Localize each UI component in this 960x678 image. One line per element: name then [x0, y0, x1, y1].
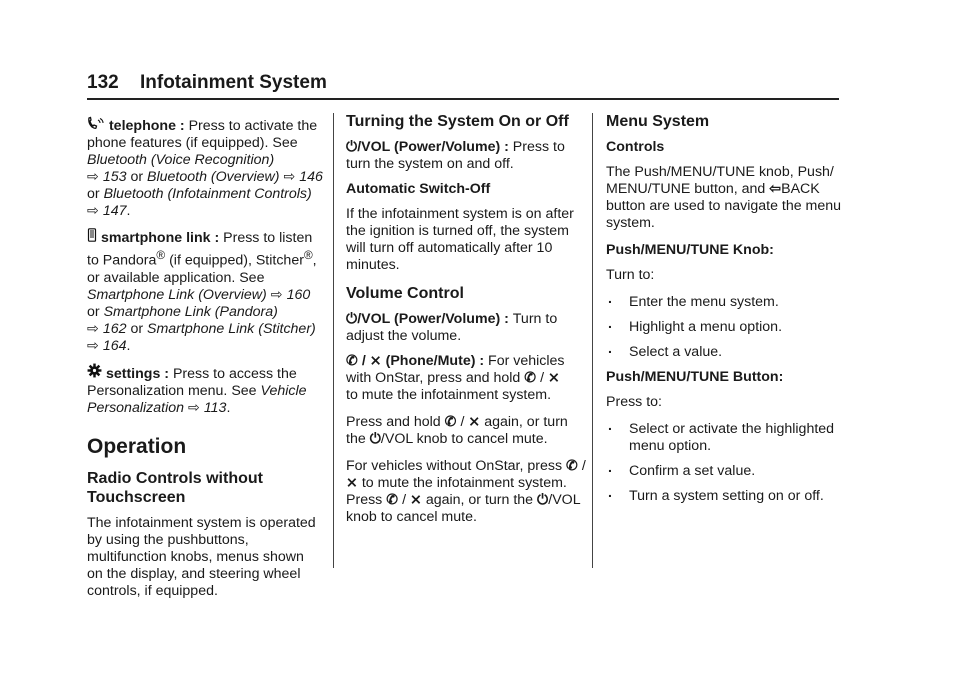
ref-page-153[interactable]: 153 — [102, 169, 127, 185]
power-icon: ⏻ — [537, 492, 549, 508]
ref-bt-voice[interactable]: Bluetooth (Voice Recognition) — [87, 152, 275, 168]
smartphone-entry — [87, 228, 323, 355]
smartphone-text: , or available application. See — [87, 252, 317, 286]
button-item: . Select or activate the highlighted menu option. — [606, 421, 842, 455]
smartphone-text: Press to listen to Pandora — [87, 230, 313, 269]
phone-icon: ✆ — [346, 353, 358, 369]
phone-mute-term: (Phone/Mute) : — [385, 353, 489, 369]
page-ref-arrow-icon: ⇨ — [187, 399, 200, 416]
phone-icon: ✆ — [444, 414, 457, 430]
back-arrow-icon: ⇦ — [769, 181, 782, 197]
telephone-text: Press to activate the phone features (if equipped). See — [87, 118, 318, 151]
menu-system-heading: Menu System — [606, 113, 710, 130]
telephone-term: telephone : — [108, 118, 189, 134]
column-divider-1 — [333, 113, 334, 568]
mute-icon: ⨯ — [409, 492, 422, 508]
button-item: . Confirm a set value. — [606, 463, 842, 480]
cancel-mute-text: /VOL knob to cancel mute. — [380, 431, 548, 447]
ref-smartphone-stitcher[interactable]: Smartphone Link (Stitcher) — [147, 320, 316, 337]
gear-icon — [87, 363, 102, 383]
knob-item: . Highlight a menu option. — [606, 319, 842, 336]
ref-page-162[interactable]: 162 — [102, 320, 127, 337]
without-onstar-text: For vehicles without OnStar, press — [346, 458, 563, 474]
slash: / — [402, 492, 407, 508]
mute-icon: ⨯ — [346, 475, 358, 491]
ref-page-113[interactable]: 113 — [203, 399, 227, 416]
press-hold-text: Press and hold — [346, 414, 441, 430]
ref-page-160[interactable]: 160 — [286, 286, 311, 303]
volume-entry — [346, 311, 586, 345]
phone-mute-text: For vehicles with OnStar, press and hold — [346, 353, 565, 386]
phone-icon: ✆ — [524, 370, 537, 386]
column-1 — [87, 116, 323, 608]
page-number: 132 — [87, 72, 119, 93]
ref-vehicle-personalization[interactable]: Vehicle Personalization — [87, 382, 307, 416]
page-ref-arrow-icon: ⇨ — [87, 320, 99, 337]
phone-mute-entry — [346, 353, 586, 404]
power-icon: ⏻ — [369, 431, 381, 447]
or-text: or — [87, 303, 104, 320]
smartphone-text: (if equipped), Stitcher — [165, 252, 304, 269]
ref-page-164[interactable]: 164 — [102, 337, 127, 354]
turning-heading: Turning the System On or Off — [346, 113, 569, 130]
button-heading: Push/MENU/TUNE Button: — [606, 369, 784, 385]
power-icon: ⏻ — [346, 139, 358, 155]
page-ref-arrow-icon: ⇨ — [270, 286, 283, 303]
power-text: Press to turn the system on and off. — [346, 139, 565, 172]
ref-smartphone-overview[interactable]: Smartphone Link (Overview) — [87, 286, 267, 303]
page-header — [87, 72, 327, 94]
telephone-icon — [87, 116, 105, 135]
smartphone-term: smartphone link : — [100, 230, 224, 246]
mute-icon: ⨯ — [369, 353, 382, 369]
controls-text-part: button are used to navigate the menu system. — [606, 198, 842, 231]
section-title: Infotainment System — [139, 72, 327, 93]
phone-mute-text: to mute the infotainment system. — [346, 387, 552, 403]
back-label: BACK — [781, 181, 820, 197]
slash: / — [460, 414, 465, 430]
operation-heading: Operation — [87, 434, 187, 458]
controls-text — [606, 164, 842, 232]
ref-bt-controls[interactable]: Bluetooth (Infotainment Controls) — [103, 186, 312, 202]
column-3 — [606, 113, 842, 513]
settings-entry — [87, 363, 323, 417]
header-rule — [87, 98, 839, 100]
slash: / — [361, 353, 366, 369]
settings-term: settings : — [105, 365, 173, 382]
phone-icon: ✆ — [386, 492, 399, 508]
column-divider-2 — [592, 113, 593, 568]
auto-switch-off-heading: Automatic Switch-Off — [346, 181, 491, 197]
knob-heading: Push/MENU/TUNE Knob: — [606, 242, 774, 258]
ref-page-147[interactable]: 147 — [102, 203, 127, 219]
again-turn-text: again, or turn the — [346, 414, 568, 447]
again-turn-text: again, or turn the — [425, 492, 534, 508]
controls-text-part: The Push/MENU/TUNE knob, Push/ MENU/TUNE button, and — [606, 164, 834, 197]
telephone-entry — [87, 116, 323, 220]
knob-item: . Enter the menu system. — [606, 294, 842, 311]
registered-mark: ® — [156, 248, 166, 262]
auto-switch-off-text: If the infotainment system is on after the ignition is turned off, the system will turn off automatically after 10 minutes. — [346, 206, 574, 273]
period: . — [126, 203, 131, 219]
phone-icon: ✆ — [566, 458, 578, 474]
power-term: /VOL (Power/Volume) : — [357, 139, 513, 155]
ref-smartphone-pandora[interactable]: Smartphone Link (Pandora) — [103, 303, 278, 320]
without-onstar-entry — [346, 458, 586, 526]
to-mute-text: to mute the infotainment system. Press — [346, 475, 567, 508]
column-2 — [346, 113, 586, 534]
cancel-mute-text: /VOL knob to cancel mute. — [346, 492, 581, 525]
or-text: or — [126, 320, 148, 337]
button-item: . Turn a system setting on or off. — [606, 488, 842, 505]
page-ref-arrow-icon: ⇨ — [87, 169, 99, 185]
period: . — [126, 337, 131, 354]
page-ref-arrow-icon: ⇨ — [87, 203, 99, 219]
knob-item: . Select a value. — [606, 344, 842, 361]
or-text: or — [87, 186, 104, 202]
registered-mark: ® — [303, 248, 313, 262]
period: . — [226, 399, 231, 416]
ref-page-146[interactable]: 146 — [299, 169, 323, 185]
radio-controls-heading: Radio Controls without Touchscreen — [87, 469, 263, 506]
turn-to-text: Turn to: — [606, 267, 655, 283]
power-entry — [346, 139, 586, 173]
power-icon: ⏻ — [346, 311, 358, 327]
page-ref-arrow-icon: ⇨ — [283, 169, 296, 185]
press-to-text: Press to: — [606, 394, 662, 410]
ref-bt-overview[interactable]: Bluetooth (Overview) — [147, 169, 280, 185]
radio-controls-text: The infotainment system is operated by using the pushbuttons, multifunction knobs, menus shown on the display, and steering wheel controls, if equipped. — [87, 514, 316, 599]
page-ref-arrow-icon: ⇨ — [87, 337, 99, 354]
slash: / — [581, 458, 586, 474]
mute-icon: ⨯ — [468, 414, 481, 430]
slash: / — [540, 370, 545, 386]
volume-control-heading: Volume Control — [346, 285, 464, 302]
volume-term: /VOL (Power/Volume) : — [357, 311, 513, 327]
controls-heading: Controls — [606, 139, 665, 155]
smartphone-icon — [87, 228, 97, 247]
press-hold-entry — [346, 414, 586, 448]
or-text: or — [126, 169, 148, 185]
volume-text: Turn to adjust the volume. — [346, 311, 558, 344]
settings-text: Press to access the Personalization menu. See — [87, 365, 297, 399]
mute-icon: ⨯ — [548, 370, 560, 386]
